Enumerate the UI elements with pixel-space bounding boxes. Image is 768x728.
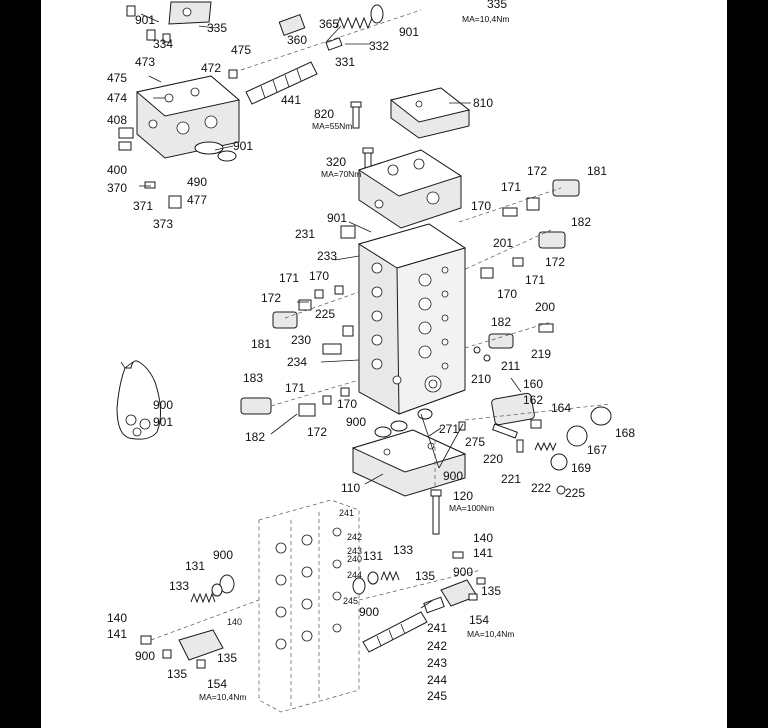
label-141: 141 (473, 546, 494, 560)
label-170: 170 (497, 287, 518, 301)
label-135: 135 (217, 651, 238, 665)
label-167: 167 (587, 443, 608, 457)
torque-820: MA=55Nm (312, 121, 353, 131)
label-332: 332 (369, 39, 390, 53)
label-475: 475 (107, 71, 128, 85)
pilot-block-left (119, 76, 239, 208)
label-901: 901 (135, 13, 156, 27)
label-900: 900 (346, 415, 367, 429)
label-182: 182 (245, 430, 266, 444)
label-183: 183 (243, 371, 264, 385)
label-245: 245 (427, 689, 448, 703)
label-474: 474 (107, 91, 128, 105)
spool-441 (229, 62, 317, 104)
label-243: 243 (427, 656, 448, 670)
label-408: 408 (107, 113, 128, 127)
label-171: 171 (279, 271, 300, 285)
label-477: 477 (187, 193, 208, 207)
label-133: 133 (169, 579, 190, 593)
label-110: 110 (341, 481, 361, 495)
torque-120: MA=100Nm (449, 503, 495, 513)
label-373: 373 (153, 217, 174, 231)
label-164: 164 (551, 401, 572, 415)
label-242: 242 (347, 532, 363, 542)
label-210: 210 (471, 372, 492, 386)
label-245: 245 (343, 596, 359, 606)
label-171: 171 (525, 273, 546, 287)
label-371: 371 (133, 199, 154, 213)
label-172: 172 (527, 164, 548, 178)
label-171: 171 (501, 180, 522, 194)
label-335: 335 (207, 21, 228, 35)
label-211: 211 (501, 359, 521, 373)
label-901: 901 (153, 415, 174, 429)
label-182: 182 (571, 215, 592, 229)
label-331: 331 (335, 55, 356, 69)
label-901: 901 (233, 139, 254, 153)
label-172: 172 (545, 255, 566, 269)
label-221: 221 (501, 472, 522, 486)
label-900: 900 (359, 605, 380, 619)
label-140: 140 (107, 611, 128, 625)
label-120: 120 (453, 489, 474, 503)
label-241: 241 (427, 621, 448, 635)
torque-154: MA=10,4Nm (199, 692, 247, 702)
label-140: 140 (227, 617, 243, 627)
label-201: 201 (493, 236, 514, 250)
label-820: 820 (314, 107, 335, 121)
label-170: 170 (471, 199, 492, 213)
label-200: 200 (535, 300, 556, 314)
label-141: 141 (107, 627, 128, 641)
label-181: 181 (251, 337, 272, 351)
label-171: 171 (285, 381, 306, 395)
label-160: 160 (523, 377, 544, 391)
label-472: 472 (201, 61, 222, 75)
label-162: 162 (523, 393, 544, 407)
label-900: 900 (135, 649, 156, 663)
label-490: 490 (187, 175, 208, 189)
bolt-120 (431, 490, 441, 534)
cover-plate-810 (391, 88, 471, 138)
label-231: 231 (295, 227, 316, 241)
label-154: 154 (469, 613, 490, 627)
torque-335: MA=10,4Nm (462, 14, 510, 24)
label-131: 131 (185, 559, 206, 573)
label-222: 222 (531, 481, 552, 495)
exploded-parts-diagram (41, 0, 727, 728)
main-valve-body (341, 224, 465, 414)
label-131: 131 (363, 549, 384, 563)
label-810: 810 (473, 96, 494, 110)
lower-valve-section (259, 500, 359, 712)
label-441: 441 (281, 93, 302, 107)
label-334: 334 (153, 37, 174, 51)
label-219: 219 (531, 347, 552, 361)
label-135: 135 (167, 667, 188, 681)
label-241: 241 (339, 508, 355, 518)
label-135: 135 (415, 569, 436, 583)
label-230: 230 (291, 333, 312, 347)
label-901: 901 (327, 211, 348, 225)
label-172: 172 (261, 291, 282, 305)
spool-assembly-top (241, 5, 421, 70)
label-271: 271 (439, 422, 460, 436)
label-154: 154 (207, 677, 228, 691)
label-140: 140 (473, 531, 494, 545)
label-225: 225 (315, 307, 336, 321)
label-244: 244 (427, 673, 448, 687)
label-901: 901 (399, 25, 420, 39)
label-181: 181 (587, 164, 608, 178)
head-block (359, 150, 461, 228)
label-275: 275 (465, 435, 486, 449)
label-240: 240 (347, 554, 363, 564)
label-320: 320 (326, 155, 347, 169)
label-360: 360 (287, 33, 308, 47)
label-170: 170 (337, 397, 358, 411)
label-473: 473 (135, 55, 156, 69)
base-plate-110 (353, 430, 465, 500)
label-234: 234 (287, 355, 308, 369)
label-169: 169 (571, 461, 592, 475)
label-168: 168 (615, 426, 636, 440)
torque-154: MA=10,4Nm (467, 629, 515, 639)
label-900: 900 (213, 548, 234, 562)
label-243: 243 (347, 546, 363, 556)
label-135: 135 (481, 584, 502, 598)
label-900: 900 (153, 398, 174, 412)
label-242: 242 (427, 639, 448, 653)
label-172: 172 (307, 425, 328, 439)
label-170: 170 (309, 269, 330, 283)
torque-320: MA=70Nm (321, 169, 362, 179)
label-900: 900 (443, 469, 464, 483)
label-400: 400 (107, 163, 128, 177)
label-370: 370 (107, 181, 128, 195)
bolt-820 (351, 102, 361, 128)
label-900: 900 (453, 565, 474, 579)
diagram-page (41, 0, 727, 728)
label-233: 233 (317, 249, 338, 263)
label-365: 365 (319, 17, 340, 31)
label-475: 475 (231, 43, 252, 57)
label-335: 335 (487, 0, 508, 11)
label-244: 244 (347, 570, 363, 580)
label-182: 182 (491, 315, 512, 329)
label-220: 220 (483, 452, 504, 466)
label-225: 225 (565, 486, 586, 500)
label-133: 133 (393, 543, 414, 557)
